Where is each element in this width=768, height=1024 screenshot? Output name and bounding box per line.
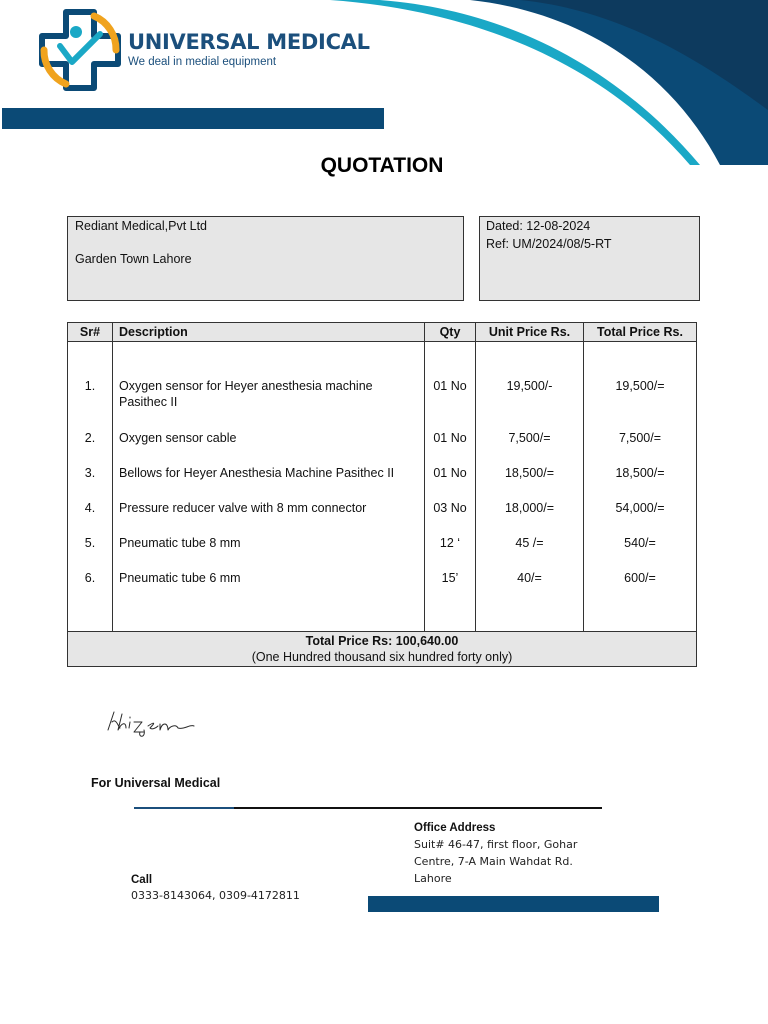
- row-description: Pneumatic tube 6 mm: [113, 570, 425, 605]
- row-qty: 15’: [425, 570, 476, 605]
- total-cell: [68, 632, 697, 667]
- table-row: [68, 342, 697, 431]
- row-qty: 01 No: [425, 465, 476, 500]
- header-total-price: Total Price Rs.: [584, 323, 697, 342]
- row-sr: 5.: [68, 535, 113, 570]
- client-box: [67, 216, 464, 301]
- handwritten-signature: [104, 708, 198, 738]
- office-address-line: Suit# 46-47, first floor, Gohar: [414, 838, 578, 851]
- row-unit-price: 18,500/=: [476, 465, 584, 500]
- row-sr: 1.: [68, 342, 113, 431]
- medical-cross-logo-icon: [36, 6, 124, 94]
- row-sr: 4.: [68, 500, 113, 535]
- row-total-price: 7,500/=: [584, 430, 697, 465]
- row-total-price: 19,500/=: [584, 342, 697, 431]
- header-unit-price: Unit Price Rs.: [476, 323, 584, 342]
- row-description: Bellows for Heyer Anesthesia Machine Pasithec II: [113, 465, 425, 500]
- row-total-price: 54,000/=: [584, 500, 697, 535]
- row-qty: 03 No: [425, 500, 476, 535]
- total-price: Total Price Rs: 100,640.00: [305, 634, 459, 648]
- row-qty: 12 ‘: [425, 535, 476, 570]
- row-total-price: 600/=: [584, 570, 697, 605]
- phone-numbers: 0333-8143064, 0309-4172811: [131, 889, 300, 902]
- brand-tagline: We deal in medial equipment: [128, 56, 277, 68]
- client-company: Rediant Medical,Pvt Ltd: [75, 219, 208, 233]
- office-address: [414, 836, 577, 887]
- total-in-words: (One Hundred thousand six hundred forty only): [251, 650, 513, 664]
- total-row: [68, 632, 697, 667]
- footer-bar: [368, 896, 659, 912]
- header-description: Description: [113, 323, 425, 342]
- table-row: [68, 535, 697, 570]
- table-row: [68, 465, 697, 500]
- header-bar: [2, 108, 384, 129]
- row-sr: 2.: [68, 430, 113, 465]
- header-sr: Sr#: [68, 323, 113, 342]
- table-row: [68, 570, 697, 605]
- table-row: [68, 430, 697, 465]
- row-sr: 6.: [68, 570, 113, 605]
- footer-divider-accent: [134, 807, 234, 809]
- quote-date: Dated: 12-08-2024: [486, 219, 591, 233]
- brand-name: UNIVERSAL MEDICAL: [128, 30, 370, 54]
- office-address-line: Lahore: [414, 872, 452, 885]
- row-total-price: 540/=: [584, 535, 697, 570]
- office-address-line: Centre, 7-A Main Wahdat Rd.: [414, 855, 573, 868]
- row-sr: 3.: [68, 465, 113, 500]
- document-title: QUOTATION: [320, 154, 444, 177]
- table-header-row: [68, 323, 697, 342]
- meta-box: [479, 216, 700, 301]
- row-unit-price: 40/=: [476, 570, 584, 605]
- row-unit-price: 19,500/-: [476, 342, 584, 431]
- client-address: Garden Town Lahore: [75, 252, 192, 266]
- row-unit-price: 45 /=: [476, 535, 584, 570]
- office-address-label: Office Address: [414, 822, 496, 834]
- table-row: [68, 500, 697, 535]
- row-description: Pneumatic tube 8 mm: [113, 535, 425, 570]
- row-description: Pressure reducer valve with 8 mm connector: [113, 500, 425, 535]
- row-description: Oxygen sensor for Heyer anesthesia machine Pasithec II: [113, 342, 425, 431]
- quote-ref: Ref: UM/2024/08/5-RT: [486, 237, 612, 251]
- row-total-price: 18,500/=: [584, 465, 697, 500]
- row-description: Oxygen sensor cable: [113, 430, 425, 465]
- row-qty: 01 No: [425, 430, 476, 465]
- row-unit-price: 7,500/=: [476, 430, 584, 465]
- call-label: Call: [131, 874, 153, 886]
- header-qty: Qty: [425, 323, 476, 342]
- quotation-table: [67, 322, 697, 667]
- table-spacer-row: [68, 605, 697, 632]
- row-unit-price: 18,000/=: [476, 500, 584, 535]
- for-company-label: For Universal Medical: [91, 776, 221, 790]
- row-qty: 01 No: [425, 342, 476, 431]
